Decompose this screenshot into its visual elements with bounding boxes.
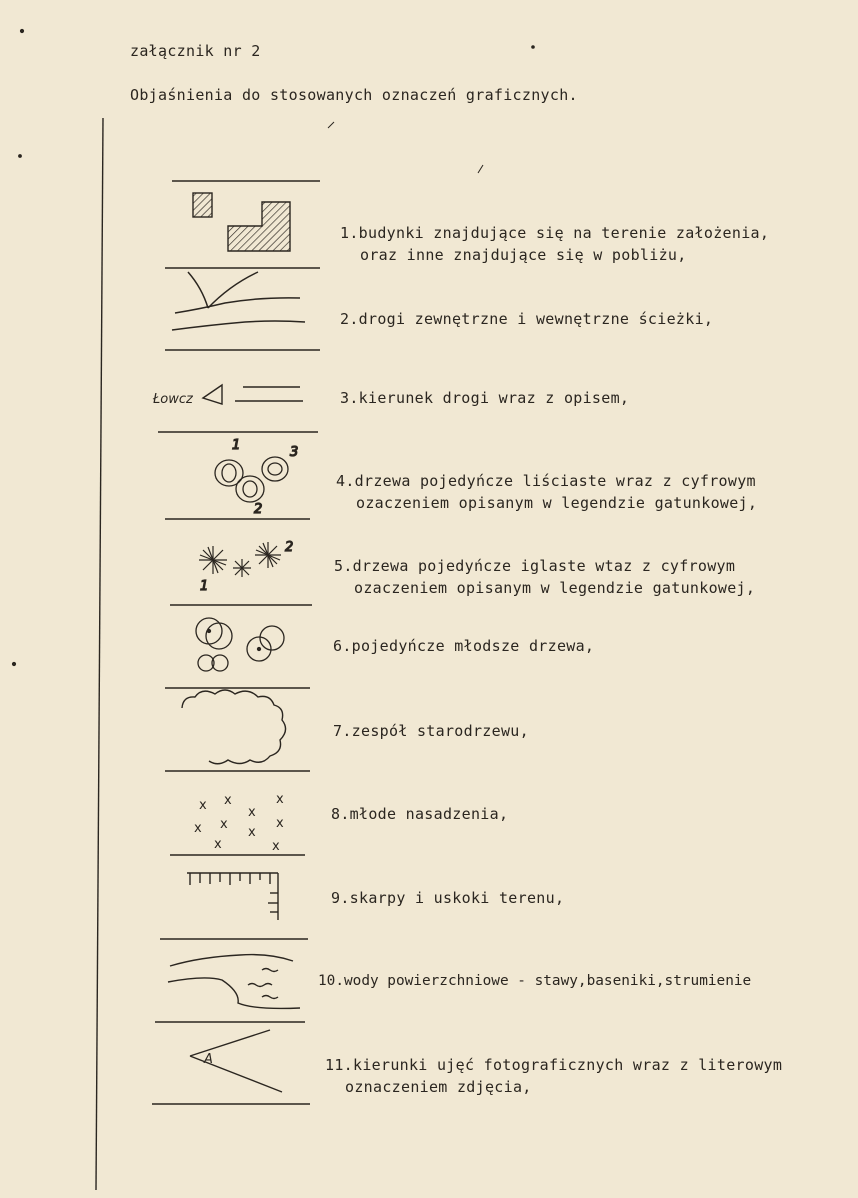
svg-text:x: x: [194, 821, 202, 836]
legend-item-2-line1: 2.drogi zewnętrzne i wewnętrzne ścieżki,: [340, 310, 714, 328]
margin-line: [96, 118, 103, 1190]
young-plantings-symbol: [194, 792, 284, 854]
buildings-symbol: [193, 193, 290, 251]
legend-item-7-line1: 7.zespół starodrzewu,: [333, 722, 529, 740]
legend-item-10: [318, 970, 751, 992]
legend-item-5: [334, 555, 755, 599]
legend-item-8-line1: 8.młode nasadzenia,: [331, 805, 509, 823]
svg-text:x: x: [199, 798, 207, 813]
legend-item-8: [331, 803, 508, 825]
conifer-number-2: 2: [285, 540, 294, 555]
legend-item-11: [325, 1054, 782, 1098]
deciduous-trees-symbol: [215, 438, 298, 517]
legend-item-11-line2: oznaczeniem zdjęcia,: [345, 1078, 532, 1096]
tree-number-1: 1: [232, 438, 241, 453]
svg-text:x: x: [214, 837, 222, 852]
legend-item-3-line1: 3.kierunek drogi wraz z opisem,: [340, 389, 630, 407]
tree-number-2: 2: [254, 502, 263, 517]
separator-lines: [152, 181, 320, 1104]
svg-text:x: x: [248, 825, 256, 840]
legend-item-9: [331, 887, 564, 909]
photo-direction-symbol: [190, 1030, 282, 1092]
svg-text:x: x: [276, 816, 284, 831]
old-stand-symbol: [182, 690, 286, 764]
legend-item-1-line2: oraz inne znajdujące się w pobliżu,: [360, 246, 687, 264]
svg-text:x: x: [272, 839, 280, 854]
svg-text:x: x: [220, 817, 228, 832]
conifer-number-1: 1: [200, 579, 209, 594]
young-trees-symbol: [196, 618, 284, 671]
legend-item-10-line1: 10.wody powierzchniowe - stawy,baseniki,strumienie: [318, 973, 752, 989]
legend-item-6: [333, 635, 594, 657]
svg-text:x: x: [276, 792, 284, 807]
legend-item-5-line1: 5.drzewa pojedyńcze iglaste wtaz z cyfrowym: [334, 557, 736, 575]
surface-water-symbol: [168, 955, 300, 1009]
svg-text:x: x: [224, 793, 232, 808]
legend-item-4: [336, 470, 757, 514]
svg-text:x: x: [248, 805, 256, 820]
annex-label: załącznik nr 2: [130, 42, 261, 60]
slopes-symbol: [187, 873, 278, 920]
legend-item-1: [340, 222, 769, 266]
conifer-trees-symbol: [199, 540, 293, 594]
legend-item-3: [340, 387, 629, 409]
tree-number-3: 3: [290, 445, 299, 460]
roads-symbol: [172, 272, 305, 330]
legend-item-6-line1: 6.pojedyńcze młodsze drzewa,: [333, 637, 595, 655]
road-direction-label: Łowcz: [153, 392, 193, 407]
legend-item-9-line1: 9.skarpy i uskoki terenu,: [331, 889, 565, 907]
legend-item-5-line2: ozaczeniem opisanym w legendzie gatunkowej,: [354, 579, 756, 597]
legend-item-11-line1: 11.kierunki ujęć fotograficznych wraz z literowym: [325, 1056, 783, 1074]
legend-item-4-line2: ozaczeniem opisanym w legendzie gatunkowej,: [356, 494, 758, 512]
legend-item-1-line1: 1.budynki znajdujące się na terenie założenia,: [340, 224, 770, 242]
legend-item-7: [333, 720, 529, 742]
road-direction-symbol: [152, 385, 303, 407]
photo-letter: A: [204, 1052, 213, 1067]
legend-item-2: [340, 308, 713, 330]
legend-item-4-line1: 4.drzewa pojedyńcze liściaste wraz z cyfrowym: [336, 472, 756, 490]
document-heading: Objaśnienia do stosowanych oznaczeń graficznych.: [130, 86, 578, 104]
